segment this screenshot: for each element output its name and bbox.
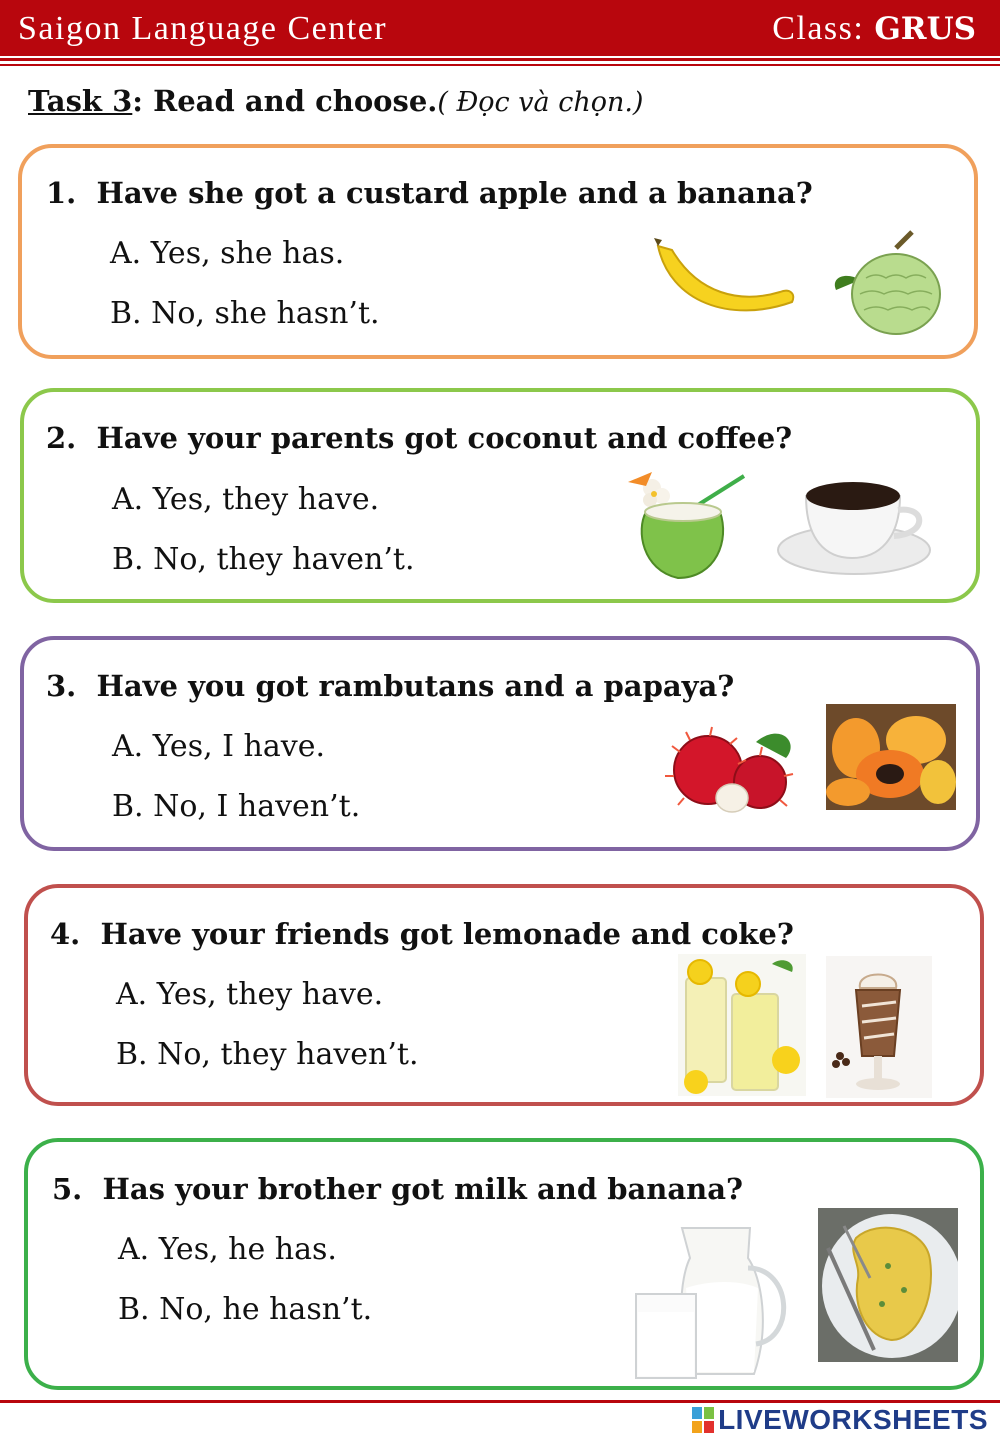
- lemonade-image: [678, 954, 806, 1096]
- papaya-image: [826, 704, 956, 810]
- task-instruction: Read and choose.: [143, 84, 438, 118]
- question-4-prompt: Have your friends got lemonade and coke?: [100, 917, 794, 951]
- question-1-option-b[interactable]: B. No, she hasn’t.: [110, 296, 380, 331]
- liveworksheets-logo-icon: [692, 1407, 714, 1433]
- milkshake-image: [826, 956, 932, 1098]
- question-2-option-a[interactable]: A. Yes, they have.: [112, 482, 380, 517]
- question-5-option-a[interactable]: A. Yes, he has.: [118, 1232, 337, 1267]
- question-5-number: 5.: [52, 1172, 83, 1206]
- question-3-prompt: Have you got rambutans and a papaya?: [96, 669, 735, 703]
- question-5-text: [52, 1172, 743, 1206]
- coffee-image: [776, 470, 936, 582]
- question-3-number: 3.: [46, 669, 77, 703]
- question-1-option-a[interactable]: A. Yes, she has.: [110, 236, 345, 271]
- question-2-number: 2.: [46, 421, 77, 455]
- question-2-option-b[interactable]: B. No, they haven’t.: [112, 542, 415, 577]
- center-name: Saigon Language Center: [18, 10, 388, 47]
- question-4-text: [50, 917, 794, 951]
- milk-image: [630, 1218, 800, 1382]
- task-colon: :: [132, 84, 144, 118]
- question-3-option-a[interactable]: A. Yes, I have.: [112, 729, 325, 764]
- question-2-text: [46, 421, 792, 455]
- question-1-number: 1.: [46, 176, 77, 210]
- class-name: GRUS: [874, 11, 976, 47]
- banana-omelette-image: [818, 1208, 958, 1362]
- question-1-text: [46, 176, 813, 210]
- coconut-image: [626, 470, 752, 582]
- task-title: [28, 84, 643, 118]
- header-bar: [0, 0, 1000, 56]
- question-3-text: [46, 669, 734, 703]
- header-rule-thin: [0, 64, 1000, 66]
- question-2-prompt: Have your parents got coconut and coffee?: [96, 421, 793, 455]
- question-1-prompt: Have she got a custard apple and a banana?: [96, 176, 813, 210]
- header-rule: [0, 58, 1000, 61]
- question-5-option-b[interactable]: B. No, he hasn’t.: [118, 1292, 373, 1327]
- class-label: Class:: [772, 10, 865, 47]
- class-info: [772, 10, 976, 48]
- question-3-option-b[interactable]: B. No, I haven’t.: [112, 789, 361, 824]
- custard-apple-image: [826, 228, 946, 336]
- rambutan-image: [660, 712, 802, 816]
- question-4-number: 4.: [50, 917, 81, 951]
- liveworksheets-brand[interactable]: LIVEWORKSHEETS: [718, 1404, 988, 1435]
- question-4-option-b[interactable]: B. No, they haven’t.: [116, 1037, 419, 1072]
- question-5-prompt: Has your brother got milk and banana?: [102, 1172, 744, 1206]
- banana-image: [650, 232, 800, 327]
- question-4-option-a[interactable]: A. Yes, they have.: [116, 977, 384, 1012]
- task-translation: ( Đọc và chọn.): [437, 87, 644, 118]
- task-label: Task 3: [28, 84, 133, 118]
- footer-rule: [0, 1400, 1000, 1403]
